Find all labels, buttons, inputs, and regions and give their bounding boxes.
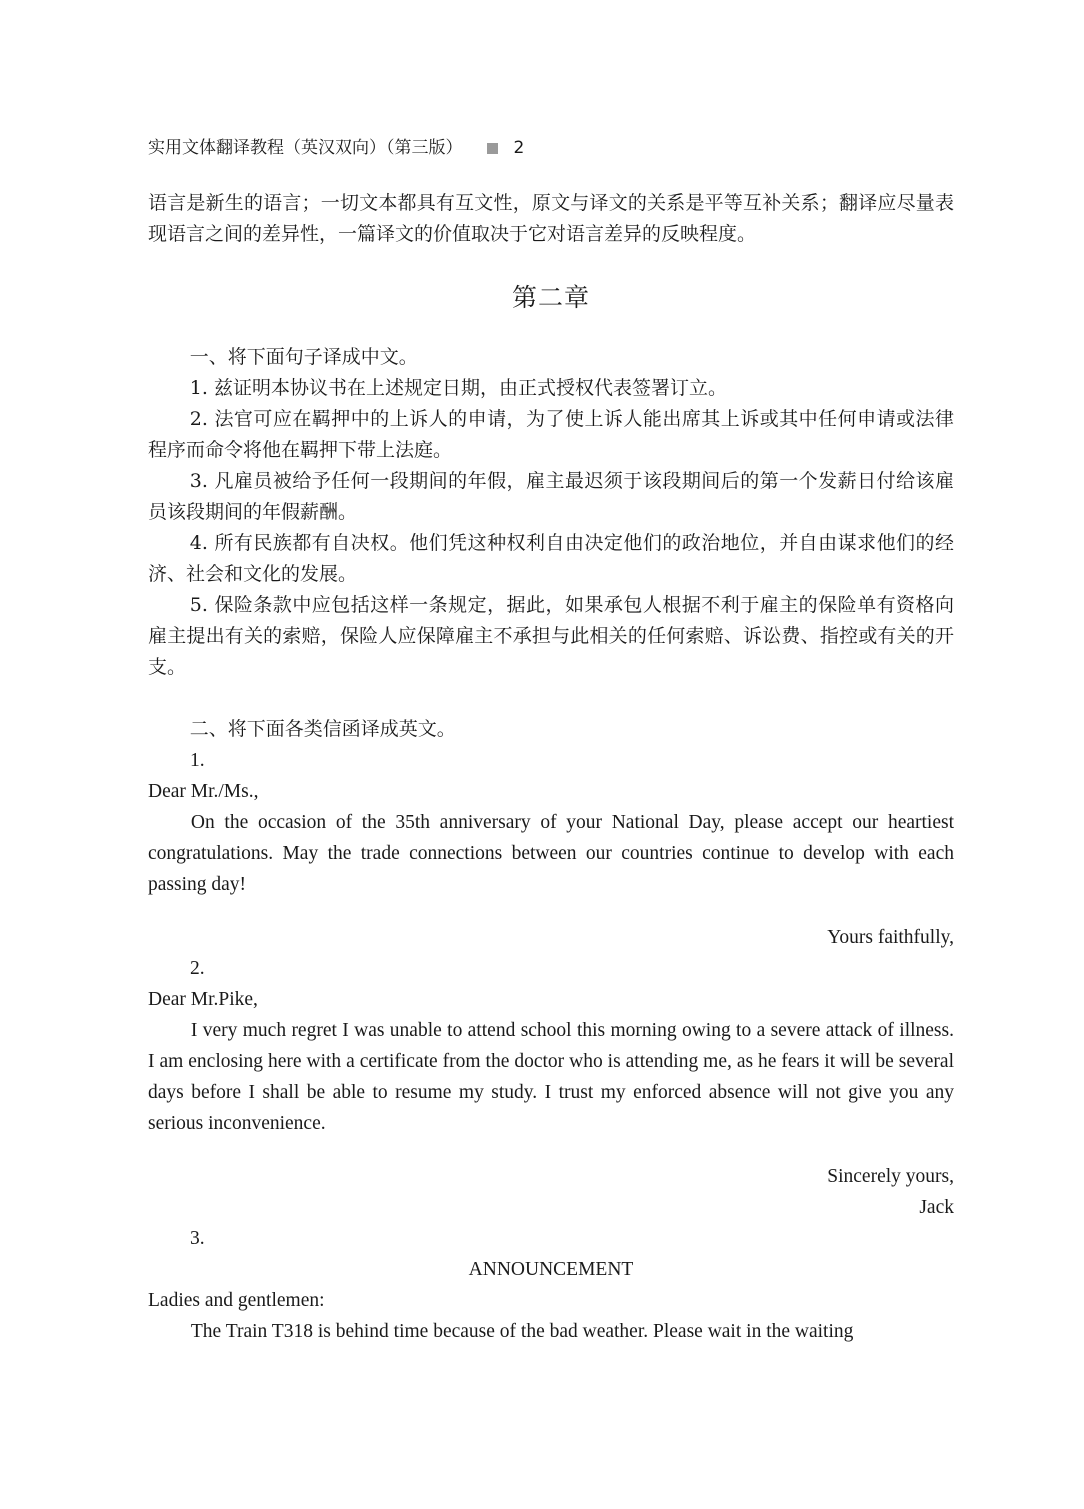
section2-heading: 二、将下面各类信函译成英文。: [189, 718, 456, 740]
letter2-salutation: Dear Mr.Pike,: [148, 989, 258, 1010]
intro-paragraph: 语言是新生的语言；一切文本都具有互文性，原文与译文的关系是平等互补关系；翻译应尽量表现语言之间的差异性，一篇译文的价值取决于它对语言差异的反映程度。: [148, 192, 954, 245]
page-number: 2: [513, 138, 525, 158]
letter3-salutation: Ladies and gentlemen:: [148, 1290, 325, 1311]
letter3-number: 3.: [190, 1228, 205, 1249]
book-title: 实用文体翻译教程（英汉双向）（第三版）: [148, 138, 463, 158]
letter1-closing: Yours faithfully,: [827, 927, 954, 948]
letter2-signature: Jack: [919, 1197, 954, 1218]
running-header: [148, 136, 954, 160]
letter1-number: 1.: [190, 750, 205, 771]
section1-heading: 一、将下面句子译成中文。: [189, 346, 418, 368]
section1-item-1: 1. 兹证明本协议书在上述规定日期，由正式授权代表签署订立。: [189, 377, 727, 399]
chapter-title: 第二章: [511, 283, 590, 312]
letter2-number: 2.: [190, 958, 205, 979]
section1-item-4: 4. 所有民族都有自决权。他们凭这种权利自由决定他们的政治地位，并自由谋求他们的经济、社会和文化的发展。: [148, 532, 954, 585]
letter3-title: ANNOUNCEMENT: [468, 1259, 634, 1280]
section1-item-2: 2. 法官可应在羁押中的上诉人的申请，为了使上诉人能出席其上诉或其中任何申请或法律程序而命令将他在羁押下带上法庭。: [148, 408, 954, 461]
letter2-closing: Sincerely yours,: [827, 1166, 954, 1187]
section1-item-3: 3. 凡雇员被给予任何一段期间的年假，雇主最迟须于该段期间后的第一个发薪日付给该雇员该段期间的年假薪酬。: [148, 470, 954, 523]
letter1-body: On the occasion of the 35th anniversary of your National Day, please accept our heartiest congratulations. May the trade connections between our countries continue to develop with each passing day!: [148, 812, 954, 895]
document-page: [148, 136, 954, 1347]
square-bullet-icon: [487, 143, 498, 154]
letter2-body: I very much regret I was unable to attend school this morning owing to a severe attack of illness. I am enclosing here with a certificate from the doctor who is attending me, as he fears it will be several days before I shall be able to resume my study. I trust my enforced absence will not give you any serious inconvenience.: [148, 1020, 954, 1134]
letter1-salutation: Dear Mr./Ms.,: [148, 781, 259, 802]
letter3-body: The Train T318 is behind time because of the bad weather. Please wait in the waiting: [190, 1321, 854, 1342]
section1-item-5: 5. 保险条款中应包括这样一条规定，据此，如果承包人根据不利于雇主的保险单有资格向雇主提出有关的索赔，保险人应保障雇主不承担与此相关的任何索赔、诉讼费、指控或有关的开支。: [148, 594, 954, 678]
